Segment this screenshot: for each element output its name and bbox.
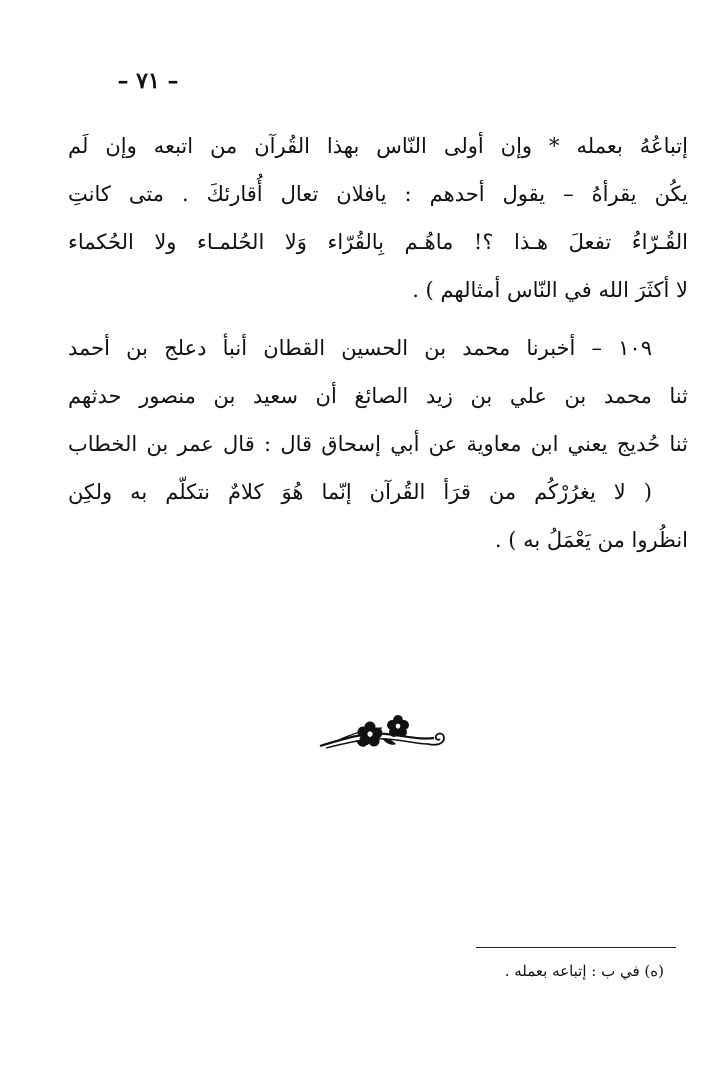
- paragraph-2-line: انظُروا من يَعْمَلُ به ) .: [494, 528, 688, 552]
- page-number: – ٧١ –: [117, 68, 179, 94]
- paragraph-1-line: يكُن يقرأهُ – يقول أحدهم : يافلان تعال أُقارئكَ . متى كانتِ: [68, 182, 688, 206]
- paragraph-1: [68, 122, 688, 314]
- paragraph-2-line: ثنا حُديج يعني ابن معاوية عن أبي إسحاق قال : قال عمر بن الخطاب: [68, 432, 688, 456]
- paragraph-1-line: القُـرّاءُ تفعلَ هـذا ؟! ماهُـم بِالقُرّاء وَلا الحُلمـاء ولا الحُكماء: [68, 230, 688, 254]
- paragraph-2-line: ثنا محمد بن علي بن زيد الصائغ أن سعيد بن منصور حدثهم: [68, 384, 688, 408]
- paragraph-1-line: لا أكثَرَ الله في النّاس أمثالهم ) .: [412, 278, 688, 302]
- paragraph-2-line: ( لا يغرُرْكُم من قرَأ القُرآن إنّما هُوَ كلامٌ نتكلّم به ولكِن: [68, 480, 652, 504]
- paragraph-1-line: إتباعُهُ بعمله * وإن أولى النّاس بهذا القُرآن من اتبعه وإن لَم: [68, 134, 688, 158]
- footnote: (ه) في ب : إتباعه بعمله .: [504, 962, 664, 980]
- paragraph-2-hadith-109: [68, 324, 688, 564]
- paragraph-2-line: ١٠٩ – أخبرنا محمد بن الحسين القطان أنبأ دعلج بن أحمد: [68, 336, 652, 360]
- floral-ornament-icon: [316, 708, 450, 758]
- footnote-divider: [476, 947, 676, 948]
